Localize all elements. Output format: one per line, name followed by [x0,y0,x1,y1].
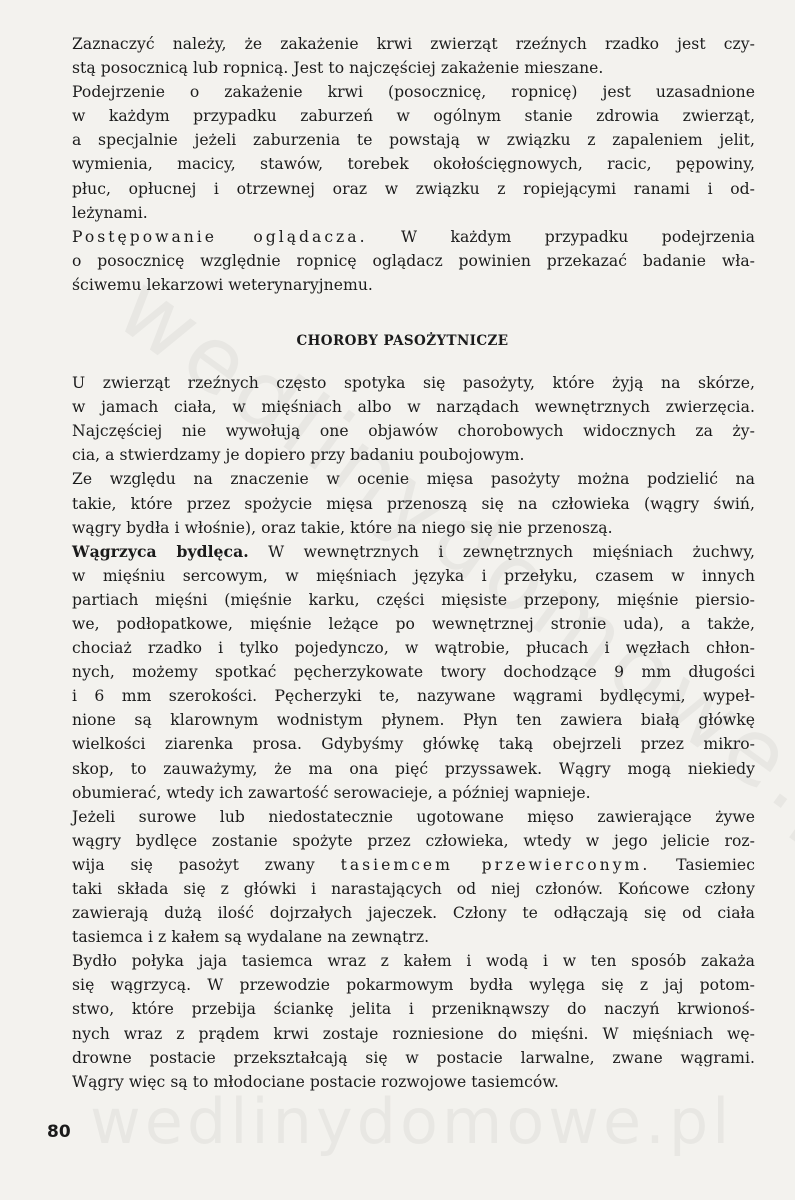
paragraph-postepowanie [50,225,755,297]
paragraph-3 [50,371,755,467]
spaced-title: Postępowanie oglądacza. [72,227,368,246]
text-line: stwo, które przebija ściankę jelita i przeniknąwszy do naczyń krwionoś- [72,1000,755,1019]
text-line: cia, a stwierdzamy je dopiero przy badaniu poubojowym. [72,446,525,465]
text-line: w każdym przypadku zaburzeń w ogólnym stanie zdrowia zwierząt, [72,107,755,126]
page-number: 80 [47,1122,71,1142]
text-line: się wągrzycą. W przewodzie pokarmowym bydła wylęga się z jaj potom- [72,976,755,995]
text-line: partiach mięśni (mięśnie karku, części mięsiste przepony, mięśnie piersio- [72,590,755,609]
text-line: skop, to zauważymy, że ma ona pięć przyssawek. Wągry mogą niekiedy [72,759,755,778]
page-body [50,32,755,1094]
text-line: wija się pasożyt zwany tasiemcem przewierconym. Tasiemiec [72,855,755,874]
text-line: nych, możemy spotkać pęcherzykowate twory dochodzące 9 mm długości [72,663,755,682]
text-line: U zwierząt rzeźnych często spotyka się pasożyty, które żyją na skórze, [72,374,755,393]
text-line: wymienia, macicy, stawów, torebek okołościęgnowych, racic, pępowiny, [72,155,755,174]
text-line: o posocznicę względnie ropnicę oglądacz powinien przekazać badanie wła- [72,251,755,270]
paragraph-last [50,949,755,1094]
text-line: Postępowanie oglądacza. W każdym przypadku podejrzenia [72,227,755,246]
text-line: Zaznaczyć należy, że zakażenie krwi zwierząt rzeźnych rzadko jest czy- [72,35,755,53]
text-line: stą posocznicą lub ropnicą. Jest to najczęściej zakażenie mieszane. [72,59,604,78]
text-line: Wągrzyca bydlęca. W wewnętrznych i zewnętrznych mięśniach żuchwy, [72,541,755,561]
text-line: i 6 mm szerokości. Pęcherzyki te, nazywane wągrami bydlęcymi, wypeł- [72,687,755,706]
text-line: taki składa się z główki i narastających od niej członów. Końcowe człony [72,880,755,898]
text-line: takie, które przez spożycie mięsa przenoszą się na człowieka (wągry świń, [72,494,755,513]
paragraph-2 [50,80,755,225]
text-line: Bydło połyka jaja tasiemca wraz z kałem i wodą i w ten sposób zakaża [72,952,755,971]
text-line: Najczęściej nie wywołują one objawów chorobowych widocznych za ży- [72,422,755,441]
text-line: Podejrzenie o zakażenie krwi (posocznicę, ropnicę) jest uzasadnione [72,83,755,102]
text-line: Wągry więc są to młodociane postacie rozwojowe tasiemców. [72,1072,559,1091]
spaced-term: tasiemcem przewierconym. [340,855,651,874]
text-line: ściwemu lekarzowi weterynaryjnemu. [72,275,373,294]
bold-title: Wągrzyca bydlęca. [72,541,249,561]
text-line: nione są klarownym wodnistym płynem. Płyn ten zawiera białą główkę [72,711,755,730]
text-line: drowne postacie przekształcają się w postacie larwalne, zwane wągrami. [72,1048,755,1067]
paragraph-1 [50,32,755,80]
text-line: wągry bydlęce zostanie spożyte przez człowieka, wtedy w jego jelicie roz- [72,831,755,850]
watermark-bottom [90,1085,733,1158]
text-line: Jeżeli surowe lub niedostatecznie ugotowane mięso zawierające żywe [72,807,755,826]
paragraph-wagrzyca [50,540,755,805]
text-line: tasiemca i z kałem są wydalane na zewnątrz. [72,928,430,947]
text-line: nych wraz z prądem krwi zostaje rozniesione do mięśni. W mięśniach wę- [72,1024,755,1043]
paragraph-surowe [50,805,755,950]
text-line: we, podłopatkowe, mięśnie leżące po wewnętrznej stronie uda), a także, [72,614,755,633]
text-line: w mięśniu sercowym, w mięśniach języka i przełyku, czasem w innych [72,566,755,585]
paragraph-4 [50,467,755,539]
section-heading: CHOROBY PASOŻYTNICZE [296,333,509,350]
text-line: leżynami. [72,203,148,222]
text-line: a specjalnie jeżeli zaburzenia te powstają w związku z zapaleniem jelit, [72,131,755,150]
text-line: płuc, opłucnej i otrzewnej oraz w związku z ropiejącymi ranami i od- [72,179,755,198]
text-line: wągry bydła i włośnie), oraz takie, które na niego się nie przenoszą. [72,518,613,537]
text-line: wielkości ziarenka prosa. Gdybyśmy główkę taką obejrzeli przez mikro- [72,735,755,754]
text-line: zawierają dużą ilość dojrzałych jajeczek. Człony te odłączają się od ciała [72,904,755,923]
text-line: obumierać, wtedy ich zawartość serowacieje, a później wapnieje. [72,783,591,802]
text-line: Ze względu na znaczenie w ocenie mięsa pasożyty można podzielić na [72,470,755,489]
text-line: w jamach ciała, w mięśniach albo w narządach wewnętrznych zwierzęcia. [72,398,755,417]
text-line: chociaż rzadko i tylko pojedynczo, w wątrobie, płucach i węzłach chłon- [72,639,755,658]
